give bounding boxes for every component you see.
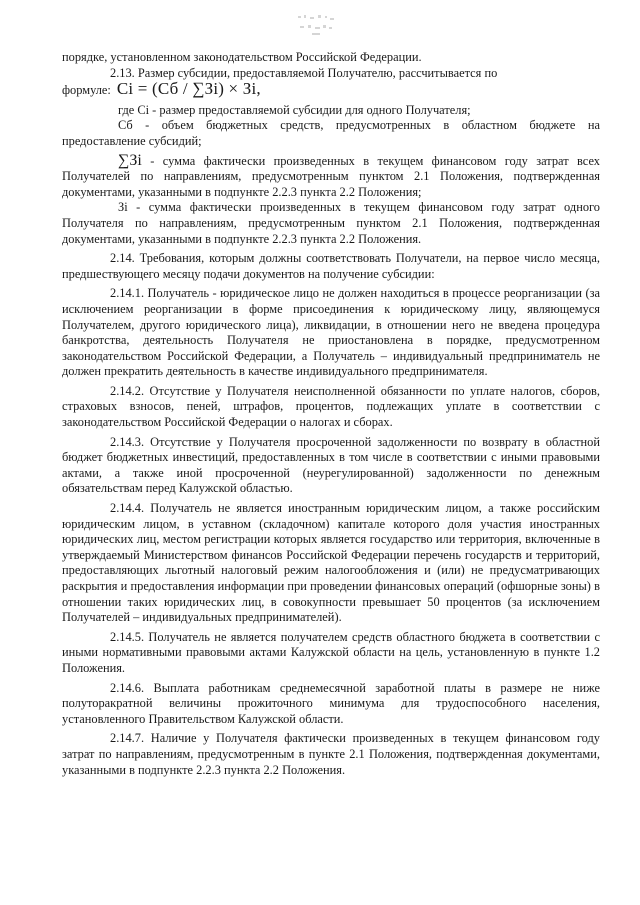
- faint-stamp-mark: [292, 12, 342, 40]
- paragraph-2-13: 2.13. Размер субсидии, предоставляемой Получателю, рассчитывается по: [110, 65, 498, 80]
- paragraph-2-14-4: 2.14.4. Получатель не является иностранным юридическим лицом, а также российским юридическим лицом, в уставном (складочном) капитале которого доля участия иностранных юридических лиц, местом регистрации которых является государство или территория, включенные в утверждаемый Министерством финансов Российской Федерации перечень государств и территорий, предоставляющих льготный налоговый режим налогообложения и (или) не предусматривающих раскрытия и предоставления информации при проведении финансовых операций (офшорные зоны) в отношении таких юридических лиц, в совокупности превышает 50 процентов (за исключением Получателей – индивидуальных предпринимателей).: [62, 501, 600, 625]
- paragraph-2-14-7: 2.14.7. Наличие у Получателя фактически произведенных в текущем финансовом году затрат по направлениям, предусмотренным в пункте 2.1 Положения, подтвержденная документами, указанными в подпункте 2.2.3 пункта 2.2 Положения.: [62, 731, 600, 777]
- definition-sb: Сб - объем бюджетных средств, предусмотренных в областном бюджете на предоставление субсидий;: [62, 118, 600, 148]
- definition-sum: [62, 153, 600, 201]
- formula-line: [62, 81, 600, 99]
- subsidy-formula: Ci = (Сб / ∑Зi) × Зi,: [116, 79, 261, 99]
- paragraph-2-14: 2.14. Требования, которым должны соответствовать Получатели, на первое число месяца, предшествующего месяцу подачи документов на получение субсидии:: [62, 251, 600, 281]
- sum-symbol: ∑Зi: [118, 151, 142, 169]
- definition-zi: Зi - сумма фактически произведенных в текущем финансовом году затрат одного Получателя по направлениям, предусмотренным пунктом 2.1 Положения, подтвержденная документами, указанными в подпункте 2.2.3 пункта 2.2 Положения.: [62, 200, 600, 246]
- document-page: [62, 50, 600, 778]
- paragraph-2-14-6: 2.14.6. Выплата работникам среднемесячной заработной платы в размере не ниже полуторакратной величины прожиточного минимума для трудоспособного населения, установленного Правительством Калужской области.: [62, 680, 600, 726]
- paragraph-2-14-1: 2.14.1. Получатель - юридическое лицо не должен находиться в процессе реорганизации (за исключением реорганизации в форме присоединения к юридическому лицу, являющемуся Получателем, другого юридического лица), ликвидации, в отношении него не введена процедура банкротства, деятельность Получателя не приостановлена в порядке, предусмотренном законодательством Российской Федерации, а Получатель – индивидуальный предприниматель не должен прекратить деятельность в качестве индивидуального предпринимателя.: [62, 286, 600, 379]
- paragraph-2-14-5: 2.14.5. Получатель не является получателем средств областного бюджета в соответствии с иными нормативными правовыми актами Калужской области на цель, установленную в пункте 1.2 Положения.: [62, 629, 600, 675]
- paragraph-2-14-2: 2.14.2. Отсутствие у Получателя неисполненной обязанности по уплате налогов, сборов, страховых взносов, пеней, штрафов, процентов, подлежащих уплате в соответствии с законодательством Российской Федерации о налогах и сборах.: [62, 383, 600, 430]
- definition-ci: где Ci - размер предоставляемой субсидии для одного Получателя;: [118, 102, 471, 117]
- paragraph-continuation: порядке, установленном законодательством Российской Федерации.: [62, 50, 422, 64]
- definition-sum-text: - сумма фактически произведенных в текущем финансовом году затрат всех Получателей по направлениям, предусмотренным пунктом 2.1 Положения, подтвержденная документами, указанными в подпункте 2.2.3 пункта 2.2 Положения;: [62, 153, 600, 199]
- paragraph-2-14-3: 2.14.3. Отсутствие у Получателя просроченной задолженности по возврату в областной бюджет бюджетных инвестиций, предоставленных в том числе в соответствии с иными правовыми актами, а также иной просроченной (неурегулированной) задолженности по денежным обязательствам перед Калужской областью.: [62, 434, 600, 496]
- formula-prefix: формуле:: [62, 83, 111, 98]
